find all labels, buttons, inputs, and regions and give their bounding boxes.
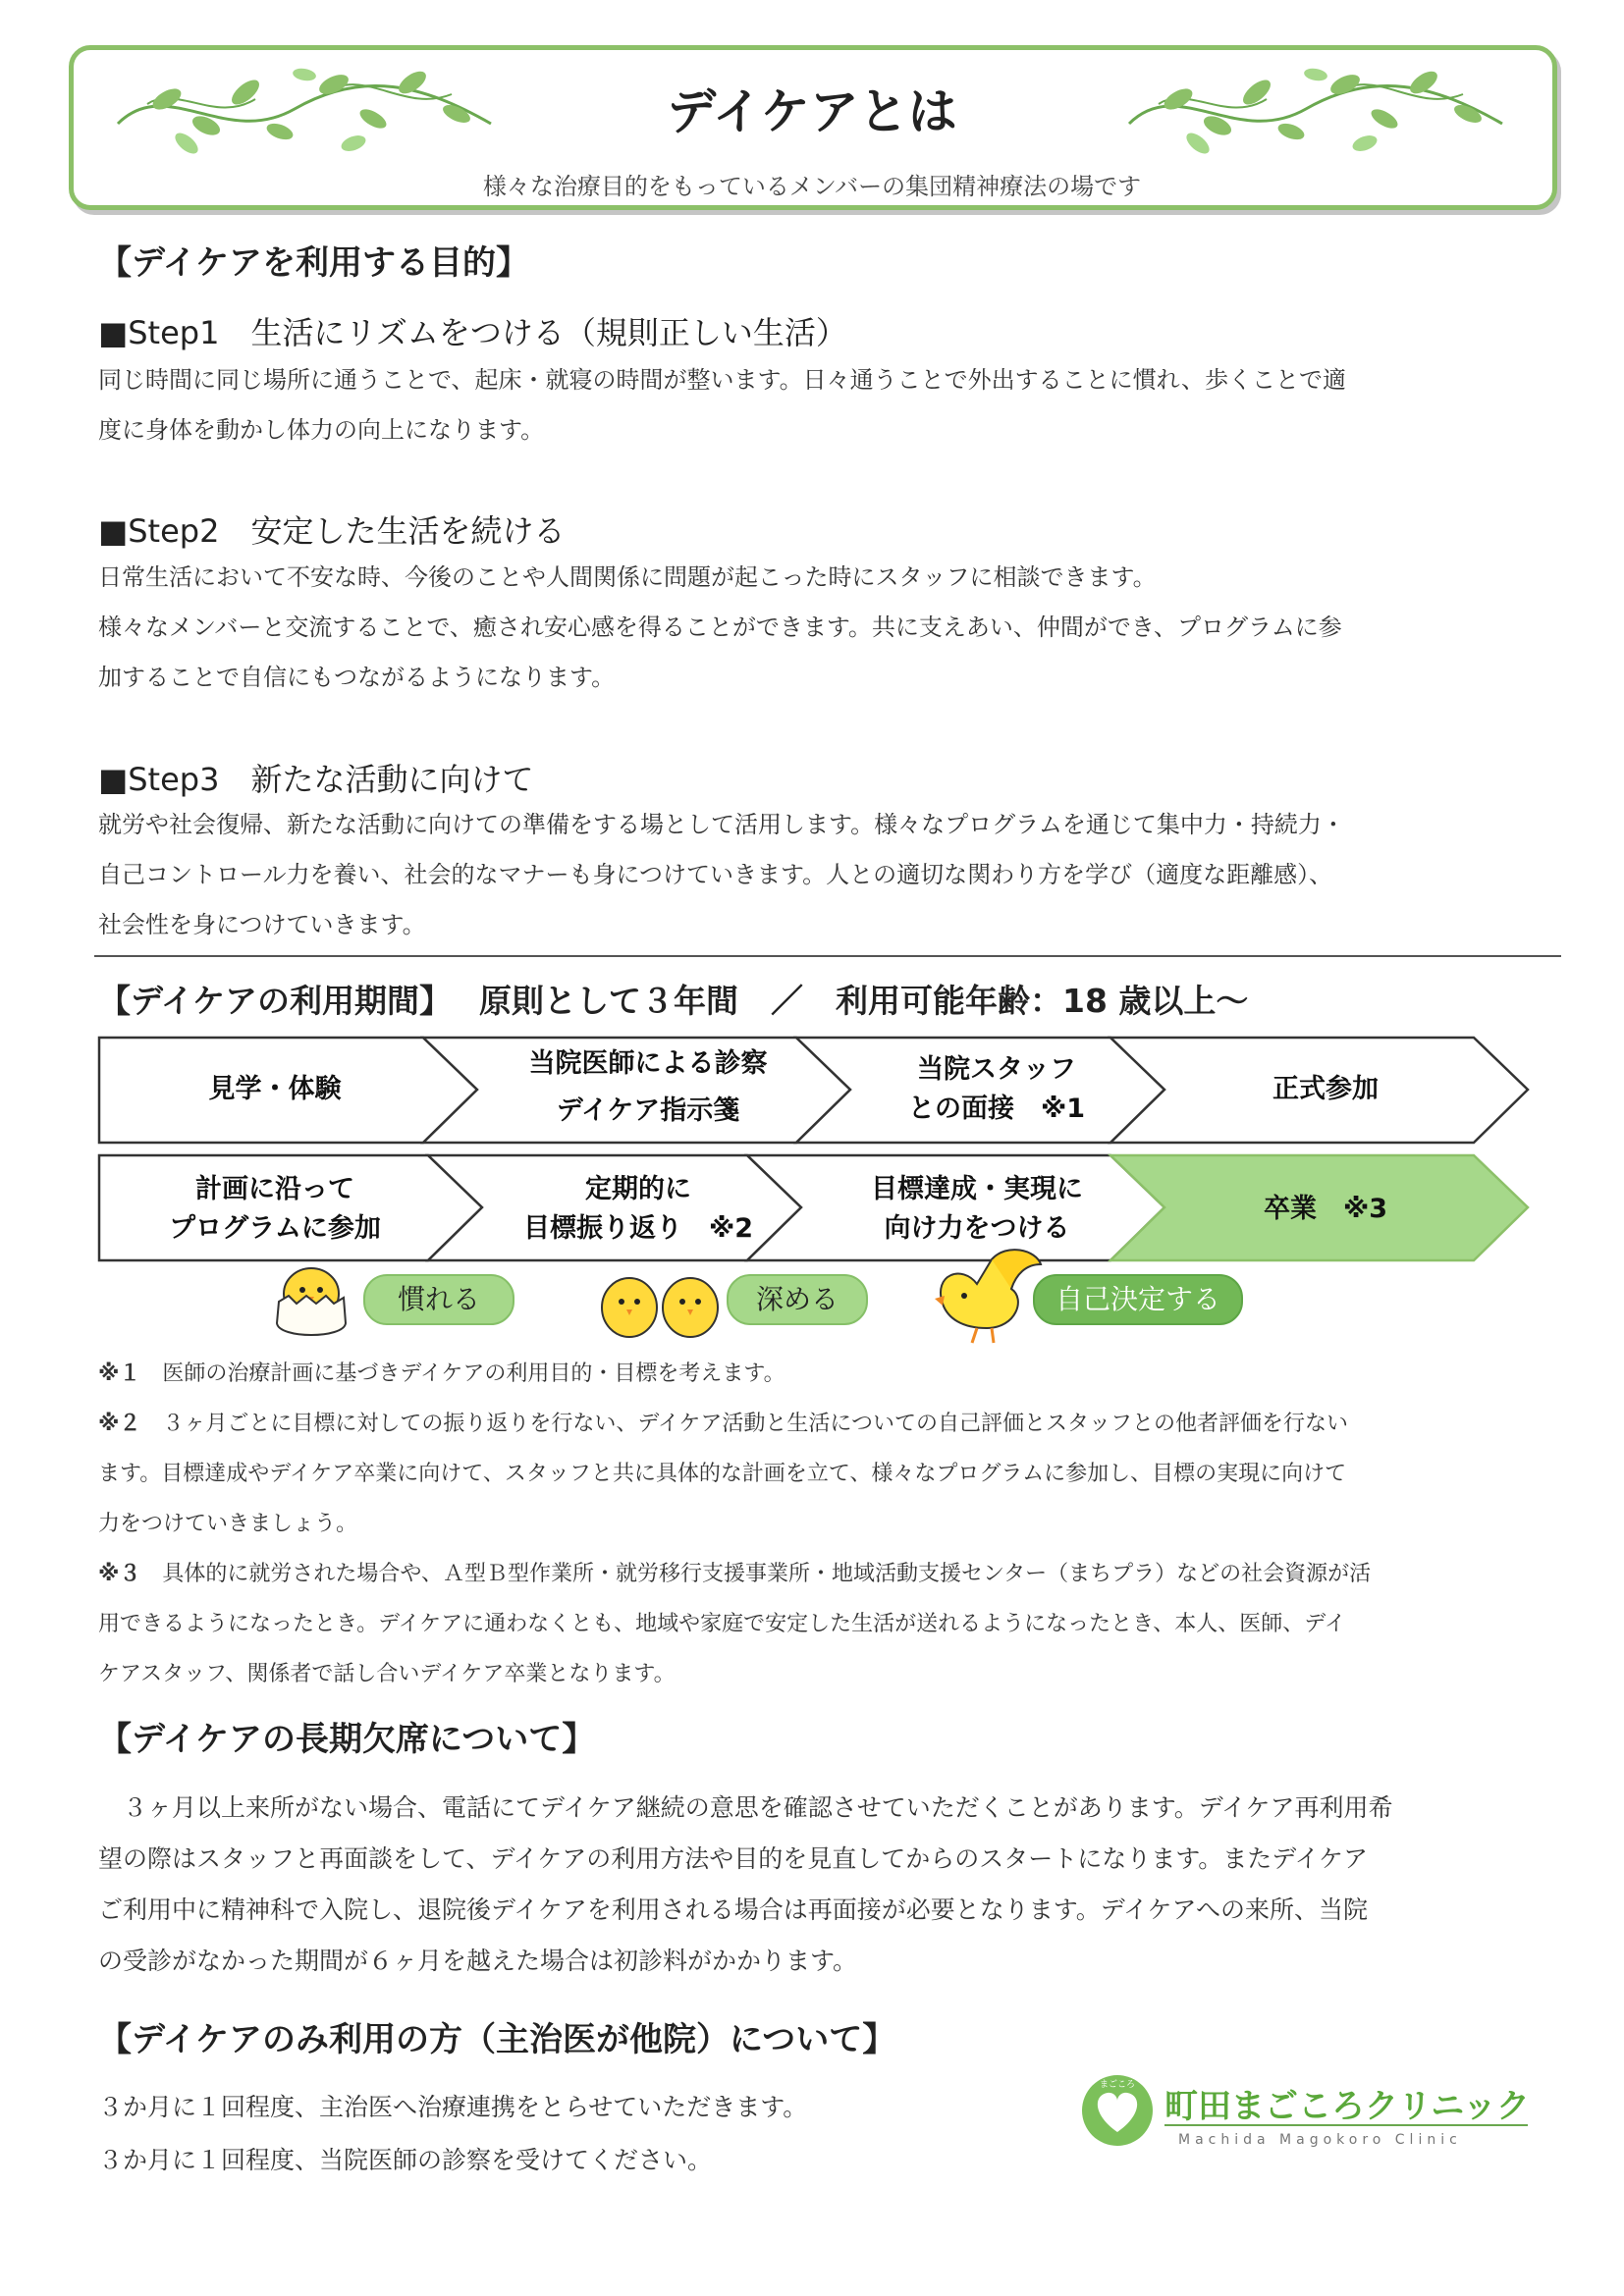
pill-fukameru: 深める bbox=[727, 1274, 868, 1325]
step2-heading: ■Step2 安定した生活を続ける bbox=[98, 512, 566, 550]
step1-heading: ■Step1 生活にリズムをつける（規則正しい生活） bbox=[98, 314, 847, 351]
absence-text: ３ヶ月以上来所がない場合、電話にてデイケア継続の意思を確認させていただくことがあります。デイケア再利用希 望の際はスタッフと再面談をして、デイケアの利用方法や目的を見直してからのスタートになります。またデイケア ご利用中に精神科で入院し、退院後デイケアを利用される場合は再面接が必要となります。デイケアへの来所、当院 の受診がなかった期間が６ヶ月を越えた場合は初診料がかかります。 bbox=[98, 1793, 1393, 1975]
pill-jikokettei: 自己決定する bbox=[1033, 1274, 1243, 1325]
heart-logo-icon bbox=[1078, 2071, 1157, 2150]
step3-heading: ■Step3 新たな活動に向けて bbox=[98, 761, 534, 798]
section-divider bbox=[94, 955, 1561, 957]
flow-step-2-label: 当院医師による診察 デイケア指示箋 bbox=[528, 1048, 768, 1126]
flow-step-6-label: 定期的に 目標振り返り ※2 bbox=[522, 1174, 754, 1244]
flow-step-5-label: 計画に沿って プログラムに参加 bbox=[169, 1174, 381, 1244]
external-text: ３か月に１回程度、主治医へ治療連携をとらせていただきます。 ３か月に１回程度、当院医師の診察を受けてください。 bbox=[98, 2093, 808, 2174]
logo-badge: まごころ bbox=[1099, 2080, 1136, 2090]
note-3: ※３ 具体的に就労された場合や、Ａ型Ｂ型作業所・就労移行支援事業所・地域活動支援センター（まちプラ）などの社会資源が活 bbox=[98, 1562, 1372, 1586]
flow-step-7-label: 目標達成・実現に 向け力をつける bbox=[871, 1174, 1083, 1244]
hatching-chick-icon bbox=[267, 1245, 355, 1343]
flow-step-4-label: 正式参加 bbox=[1272, 1074, 1379, 1104]
flying-bird-icon bbox=[923, 1245, 1051, 1348]
clinic-romaji: Machida Magokoro Clinic bbox=[1178, 2132, 1462, 2148]
absence-heading: 【デイケアの長期欠席について】 bbox=[98, 1720, 596, 1759]
note-2: ※２ ３ヶ月ごとに目標に対しての振り返りを行ない、デイケア活動と生活についての自己評価とスタッフとの他者評価を行ない bbox=[98, 1412, 1348, 1436]
notes-block: ※１ 医師の治療計画に基づきデイケアの利用目的・目標を考えます。 ※２ ３ヶ月ごとに目標に対しての振り返りを行ない、デイケア活動と生活についての自己評価とスタッフとの他者評価を行ない ます。目標達成やデイケア卒業に向けて、スタッフと共に具体的な計画を立て、様々なプログラムに参加し、目標の実現に向けて 力をつけていきましょう。 ※３ 具体的に就労された場合や、Ａ型Ｂ型作業所・就労移行支援事業所・地域活動支援センター（まちプラ）などの社会資源が活 用できるようになったとき。デイケアに通わなくとも、地域や家庭で安定した生活が送れるようになったとき、本人、医師、デイ ケアスタッフ、関係者で話し合いデイケア卒業となります。 bbox=[98, 1349, 1551, 1699]
step3-text: 就労や社会復帰、新たな活動に向けての準備をする場として活用します。様々なプログラムを通じて集中力・持続力・ 自己コントロール力を養い、社会的なマナーも身につけていきます。人との適切な関わり方を学び（適度な距離感）、 社会性を身につけていきます。 bbox=[98, 811, 1345, 938]
period-heading: 【デイケアの利用期間】 原則として３年間 ／ 利用可能年齢：18 歳以上～ bbox=[98, 982, 1249, 1020]
step2-text: 日常生活において不安な時、今後のことや人間関係に問題が起こった時にスタッフに相談できます。 様々なメンバーと交流することで、癒され安心感を得ることができます。共に支えあい、仲間ができ、プログラムに参 加することで自信にもつながるようになります。 bbox=[98, 563, 1342, 691]
page-title: デイケアとは bbox=[667, 83, 957, 140]
note-1: ※１ 医師の治療計画に基づきデイケアの利用目的・目標を考えます。 bbox=[98, 1362, 785, 1386]
step1-text: 同じ時間に同じ場所に通うことで、起床・就寝の時間が整います。日々通うことで外出することに慣れ、歩くことで適 度に身体を動かし体力の向上になります。 bbox=[98, 366, 1347, 444]
pill-nareru: 慣れる bbox=[363, 1274, 514, 1325]
flow-step-8-label: 卒業 ※3 bbox=[1263, 1194, 1388, 1224]
external-heading: 【デイケアのみ利用の方（主治医が他院）について】 bbox=[98, 2020, 896, 2059]
purpose-heading: 【デイケアを利用する目的】 bbox=[98, 243, 529, 283]
flow-step-3-label: 当院スタッフ との面接 ※1 bbox=[907, 1054, 1086, 1124]
clinic-name: 町田まごころクリニック bbox=[1164, 2087, 1530, 2126]
logo-underline bbox=[1164, 2124, 1528, 2126]
flow-step-1-label: 見学・体験 bbox=[208, 1074, 342, 1104]
page-subtitle: 様々な治療目的をもっているメンバーの集団精神療法の場です bbox=[482, 173, 1142, 200]
two-chicks-icon bbox=[597, 1266, 725, 1345]
